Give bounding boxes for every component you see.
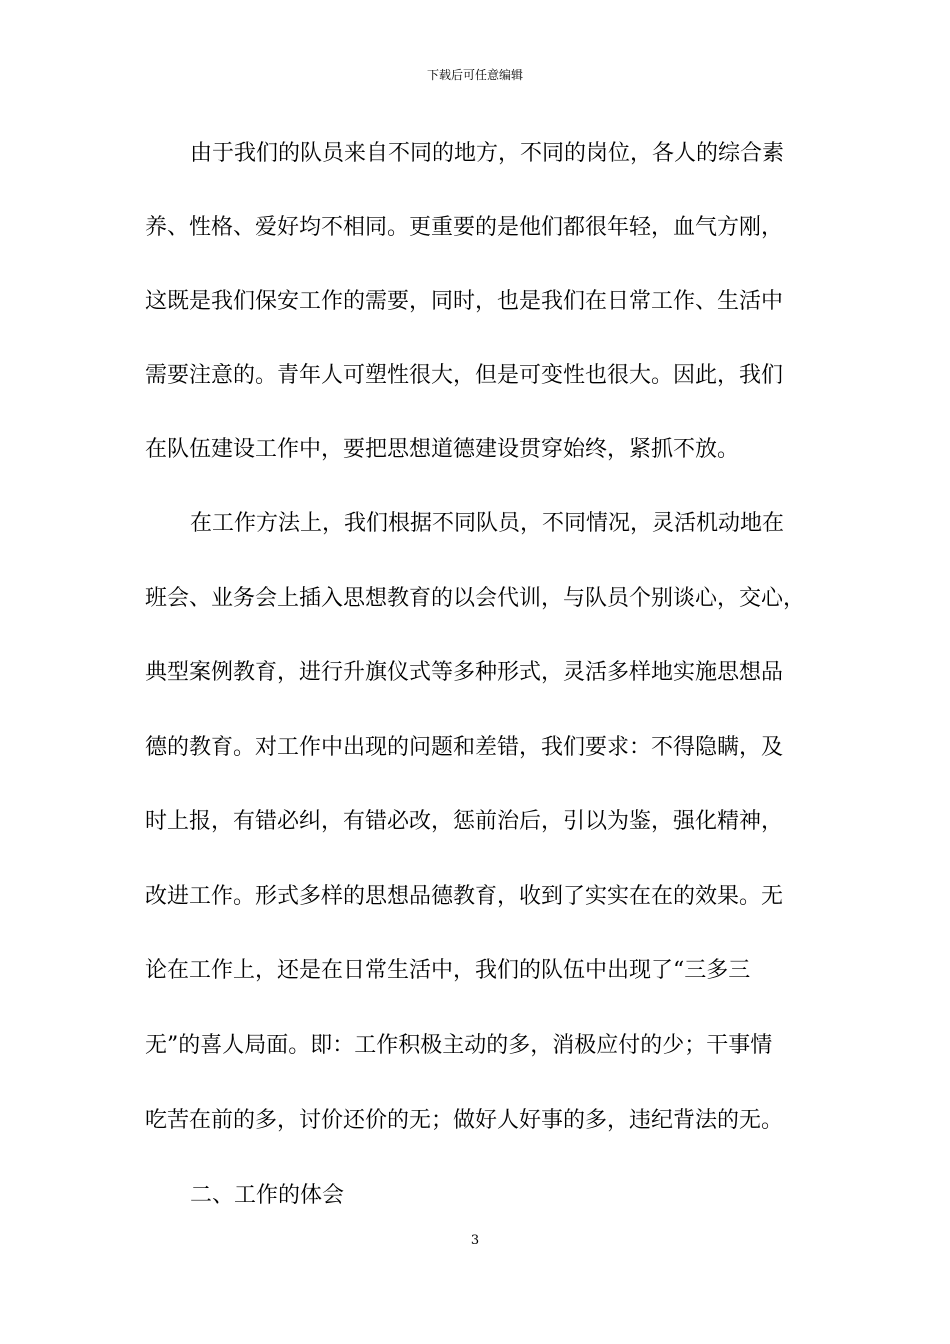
document-body: [145, 0, 815, 1344]
paragraph-1-line-5: 在队伍建设工作中，要把思想道德建设贯穿始终，紧抓不放。: [145, 437, 740, 462]
paragraph-2-line-2: 班会、业务会上插入思想教育的以会代训，与队员个别谈心，交心，: [145, 586, 806, 611]
paragraph-2-line-9: 吃苦在前的多，讨价还价的无；做好人好事的多，违纪背法的无。: [145, 1108, 784, 1133]
paragraph-1-line-1: 由于我们的队员来自不同的地方，不同的岗位，各人的综合素: [190, 141, 785, 166]
page-header-note: 下载后可任意编辑: [426, 68, 523, 82]
paragraph-1-line-3: 这既是我们保安工作的需要，同时，也是我们在日常工作、生活中: [145, 289, 784, 314]
paragraph-2-line-3: 典型案例教育，进行升旗仪式等多种形式，灵活多样地实施思想品: [145, 660, 784, 685]
paragraph-1-line-4: 需要注意的。青年人可塑性很大，但是可变性也很大。因此，我们: [145, 363, 784, 388]
section-heading: 二、工作的体会: [190, 1183, 345, 1208]
paragraph-2-line-4: 德的教育。对工作中出现的问题和差错，我们要求：不得隐瞒，及: [145, 735, 784, 760]
paragraph-2-line-8: 无”的喜人局面。即：工作积极主动的多，消极应付的少；干事情: [145, 1033, 773, 1058]
paragraph-2-line-7: 论在工作上，还是在日常生活中，我们的队伍中出现了“三多三: [145, 958, 751, 983]
paragraph-2-line-5: 时上报，有错必纠，有错必改，惩前治后，引以为鉴，强化精神，: [145, 809, 784, 834]
paragraph-2-line-1: 在工作方法上，我们根据不同队员，不同情况，灵活机动地在: [190, 511, 785, 536]
paragraph-2-line-6: 改进工作。形式多样的思想品德教育，收到了实实在在的效果。无: [145, 884, 784, 909]
page-number: 3: [470, 1233, 480, 1248]
paragraph-1-line-2: 养、性格、爱好均不相同。更重要的是他们都很年轻，血气方刚，: [145, 215, 784, 240]
